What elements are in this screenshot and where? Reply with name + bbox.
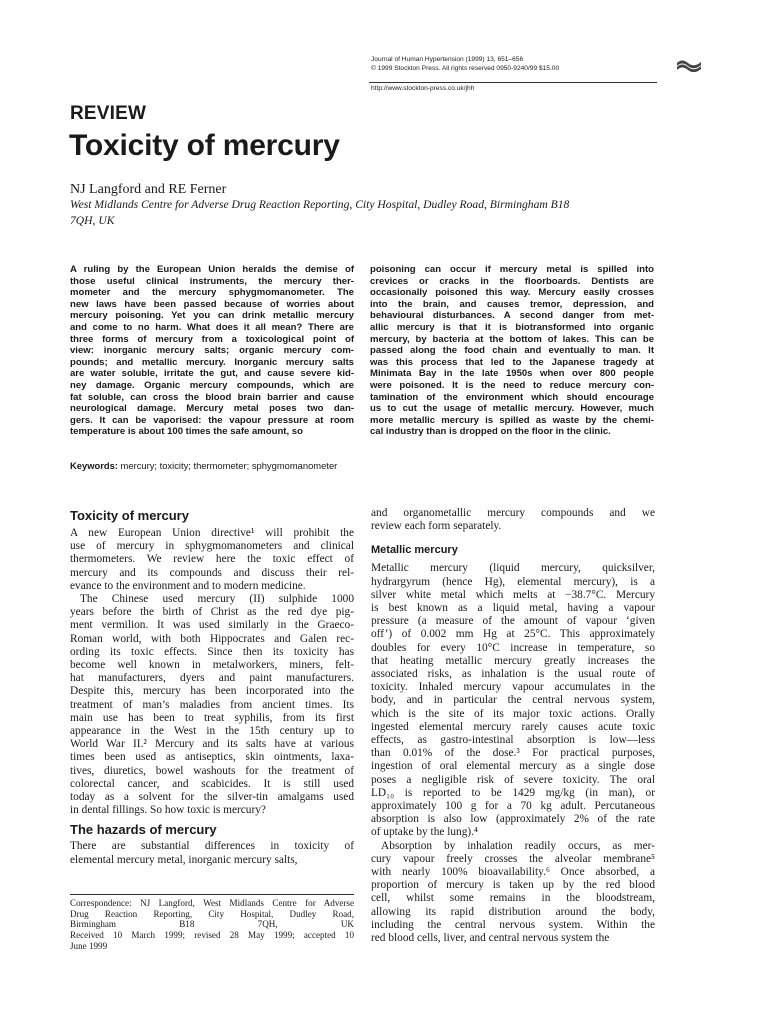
paragraph [371,562,655,839]
text-line: Absorption by inhalation readily occurs, as mer- [381,839,655,852]
text-line: ney damage. Organic mercury compounds, which are [70,379,354,391]
text-line: The Chinese used mercury (II) sulphide 1000 [80,593,354,606]
section-heading-toxicity: Toxicity of mercury [70,508,189,523]
text-line: pounds; and metallic mercury. Inorganic mercury salts [70,356,354,368]
text-line: gers. It can be vaporised: the vapour pressure at room [70,414,354,426]
text-line: temperature is about 100 times the safe amount, so [70,426,303,438]
text-line: evance to the environment and to modern medicine. [70,579,306,592]
text-line: and organometallic mercury compounds and we [371,507,655,519]
text-line: those useful clinical instruments, the mercury ther- [70,275,354,287]
text-line: with nearly 100% bioavailability.⁶ Once absorbed, a [371,866,655,879]
text-line: proportion of mercury is taken up by the red blood [371,879,655,892]
correspondence-footnote [70,898,354,952]
text-line: toxicity. Inhaled mercury vapour accumulates in the [371,681,655,694]
text-line: LD₁₀ is reported to be 1429 mg/kg (in man), or [371,786,655,799]
text-line: view: inorganic mercury salts; organic mercury com- [70,345,354,357]
text-line: including the central nervous system. Within the [371,918,655,931]
text-line: hydrargyrum (hence Hg), elemental mercury), is a [371,575,655,588]
text-line: cell, whilst some remains in the bloodstream, [371,892,655,905]
text-line: cal industry than is dropped on the floor in the clinic. [370,426,611,438]
text-line: treatment of man’s maladies from ancient times. Its [70,698,354,711]
section-heading-hazards: The hazards of mercury [70,822,217,838]
text-line: allowing its rapid distribution around the body, [371,905,655,918]
text-line: allic mercury is that it is biotransformed into organic [370,321,654,333]
text-line: mercury and its compounds and discuss their rel- [70,566,354,579]
text-line: mercury, by bacteria at the bottom of lakes. This can be [370,333,654,345]
text-line: behavioural disturbances. A second danger from met- [370,310,654,322]
text-line: absorption is also low (approximately 2% of the rate [371,813,655,826]
article-affiliation [70,197,670,228]
text-line: three forms of mercury from a toxicological point of [70,333,354,345]
text-line: today as a solvent for the silver-tin amalgams used [70,791,354,804]
text-line: more metallic mercury is spilled as waste by the chemi- [370,414,654,426]
text-line: into the brain, and causes tremor, depression, and [370,298,654,310]
text-line: There are substantial differences in toxicity of [70,840,354,853]
text-line: tamination of the environment which should encourage [370,391,654,403]
footnote-rule [70,894,354,895]
text-line: tives, diuretics, bowel washouts for the treatment of [70,764,354,777]
text-line: is best known as a liquid metal, having a vapour [371,602,655,615]
text-line: was this process that led to the Japanese tragedy at [370,356,654,368]
text-line: Birmingham B18 7QH, UK [70,919,354,930]
text-line: become well known in metalworkers, miners, felt- [70,659,354,672]
text-line: times been used as antiseptics, skin ointments, laxa- [70,751,354,764]
text-line: of uptake by the lung).⁴ [371,826,478,839]
stockton-press-logo-icon [676,58,702,72]
text-line: Drug Reaction Reporting, City Hospital, Dudley Road, [70,908,354,919]
text-line: mometer and the mercury sphygmomanometer. The [70,287,354,299]
paragraph [70,527,354,593]
text-line: use of mercury in sphygmomanometers and clinical [70,540,354,553]
text-line: neurological damage. Mercury metal poses two dan- [70,403,354,415]
text-line: red blood cells, liver, and central nervous system the [371,932,610,945]
text-line: approximately 100 g for a 70 kg adult. Percutaneous [371,800,655,813]
text-line: pressure (a measure of the amount of vapour ‘given [371,615,655,628]
text-line: new laws have been passed because of worries about [70,298,354,310]
body-column-1 [70,507,354,867]
text-line: and come to no harm. What does it all mean? There are [70,321,354,333]
text-line: World War II.² Mercury and its salts have at various [70,738,354,751]
text-line: review each form separately. [371,520,502,533]
text-line: in dental fillings. So how toxic is mercury? [70,804,266,817]
text-line: us to cut the usage of metallic mercury. However, much [370,403,654,415]
text-line: effects, as gastro-intestinal absorption is low—less [371,734,655,747]
paragraph [70,593,354,817]
text-line: associated risks, as inhalation is the usual route of [371,668,655,681]
journal-copyright: © 1999 Stockton Press. All rights reserved 0950-9240/99 $15.00 [371,65,560,72]
section-label: REVIEW [70,103,147,124]
affiliation-line: West Midlands Centre for Adverse Drug Reaction Reporting, City Hospital, Dudley Road, Birmingham B18 [70,198,570,211]
text-line: passed along the food chain and eventually to man. It [370,345,654,357]
keywords-text: mercury; toxicity; thermometer; sphygmomanometer [117,460,338,471]
text-line: ment vermilion. It was used similarly in the Graeco- [70,619,354,632]
text-line: ording its toxic effects. Since then its toxicity has [70,645,354,658]
abstract-column-2 [370,264,654,438]
abstract-column-1 [70,264,354,438]
paragraph [371,507,655,533]
text-line: doubles for every 10°C increase in temperature, so [371,641,655,654]
text-line: Minimata Bay in the late 1950s when over 800 people [370,368,654,380]
text-line: years before the birth of Christ as the red dye pig- [70,606,354,619]
text-line: that heating metallic mercury greatly increases the [371,654,655,667]
keywords [70,460,337,471]
journal-header [371,55,711,92]
text-line: Despite this, mercury has been incorporated into the [70,685,354,698]
text-line: are water soluble, irritate the gut, and cause severe kid- [70,368,354,380]
section-heading-metallic-mercury: Metallic mercury [371,544,458,557]
article-title: Toxicity of mercury [69,129,340,162]
text-line: cury vapour freely crosses the alveolar membrane⁵ [371,852,655,865]
text-line: Received 10 March 1999; revised 28 May 1999; accepted 10 [70,930,354,941]
body-column-2 [371,507,655,945]
text-line: fat soluble, can cross the blood brain barrier and cause [70,391,354,403]
affiliation-line: 7QH, UK [70,213,115,227]
text-line: Roman world, with both Hippocrates and Galen rec- [70,632,354,645]
text-line: Correspondence: NJ Langford, West Midlands Centre for Adverse [70,898,354,908]
paragraph [70,840,354,866]
keywords-label: Keywords: [70,460,118,471]
text-line: ingested elemental mercury rarely causes acute toxic [371,720,655,733]
journal-citation: Journal of Human Hypertension (1999) 13, 651–656 [371,56,524,63]
text-line: were poisoned. It is the need to reduce mercury con- [370,379,654,391]
text-line: than 0.01% of the dose.³ For practical purposes, [371,747,655,760]
text-line: crevices or cracks in the floorboards. Dentists are [370,275,654,287]
text-line: body, and in particular the central nervous system, [371,694,655,707]
text-line: poses a negligible risk of severe toxicity. The oral [371,773,655,786]
text-line: occasionally poisoned this way. Mercury easily crosses [370,287,654,299]
text-line: silver white metal which melts at −38.7°C. Mercury [371,588,655,601]
text-line: Metallic mercury (liquid mercury, quicksilver, [371,562,655,575]
text-line: hat manufacturers, dyers and paint manufacturers. [70,672,354,685]
text-line: main use has been to treat syphilis, from its first [70,711,354,724]
text-line: June 1999 [70,940,108,951]
text-line: elemental mercury metal, inorganic mercury salts, [70,853,298,866]
text-line: thermometers. We review here the toxic effect of [70,553,354,566]
journal-url[interactable]: http://www.stockton-press.co.uk/jhh [371,85,475,92]
header-rule [369,82,657,83]
text-line: mercury poisoning. Yet you can drink metallic mercury [70,310,354,322]
article-authors: NJ Langford and RE Ferner [70,182,227,197]
text-line: which is the site of its major toxic actions. Orally [371,707,655,720]
text-line: poisoning can occur if mercury metal is spilled into [370,264,654,275]
text-line: ingestion of oral elemental mercury as a single dose [371,760,655,773]
paragraph [371,840,655,946]
text-line: A new European Union directive¹ will prohibit the [70,527,354,539]
text-line: A ruling by the European Union heralds the demise of [70,264,354,275]
text-line: colorectal cancer, and scabicides. It is still used [70,777,354,790]
text-line: appearance in the West in the 15th century up to [70,725,354,738]
text-line: off’) of 0.002 mm Hg at 25°C. This approximately [371,628,655,641]
